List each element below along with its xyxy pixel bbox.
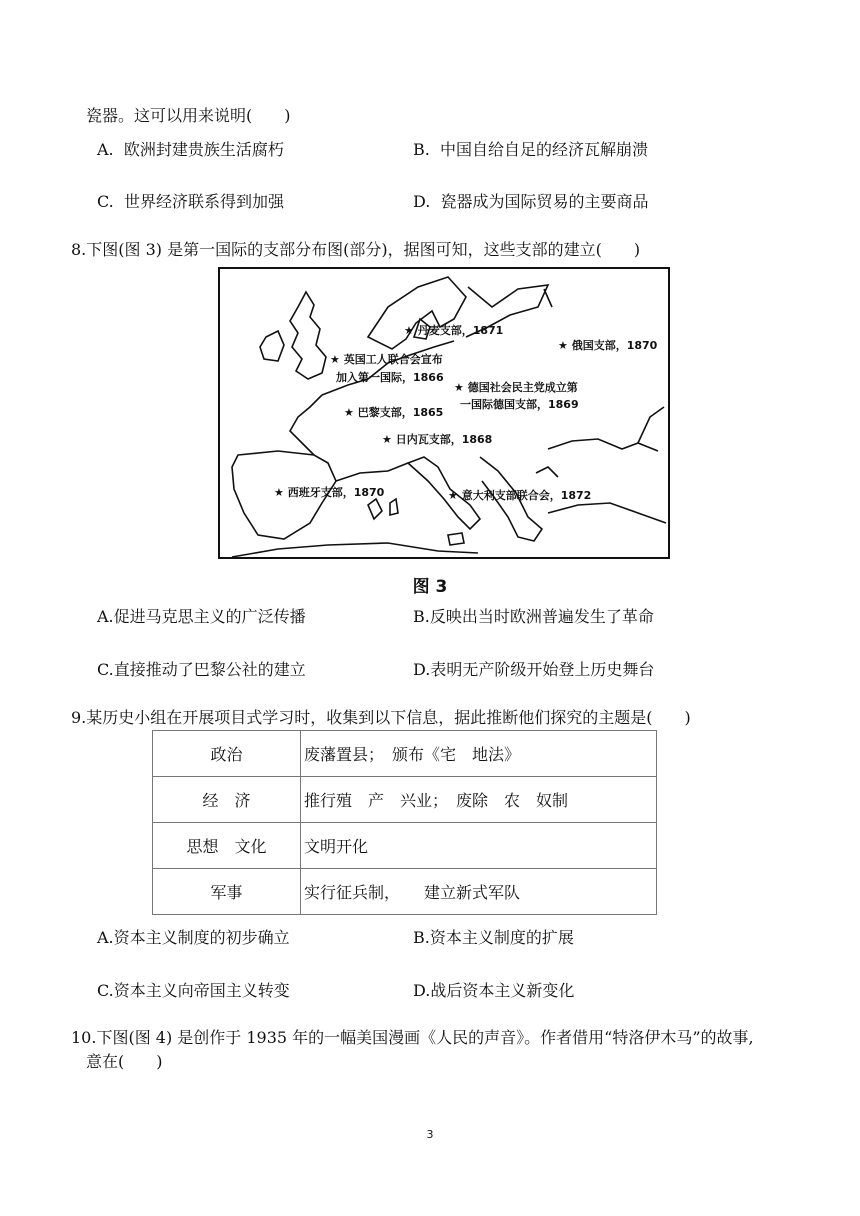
- first-international-map: [218, 267, 670, 559]
- map-label-britain-1: ★ 英国工人联合会宣布: [330, 353, 443, 366]
- q10-stem-line1: 10.下图(图 4) 是创作于 1935 年的一幅美国漫画《人民的声音》。作者借用“特洛伊木马”的故事,: [71, 1028, 754, 1047]
- table-row: [153, 823, 657, 869]
- map-label-paris: ★ 巴黎支部，1865: [344, 406, 444, 419]
- table-value: 推行殖 产 兴业； 废除 农 奴制: [301, 777, 657, 823]
- q7-option-b[interactable]: [413, 140, 648, 160]
- option-text: 世界经济联系得到加强: [123, 192, 284, 211]
- table-row: [153, 777, 657, 823]
- table-value: 文明开化: [301, 823, 657, 869]
- option-label: A.: [97, 140, 114, 159]
- q9-stem: 9.某历史小组在开展项目式学习时，收集到以下信息，据此推断他们探究的主题是( ): [71, 708, 691, 727]
- map-label-germany-1: ★ 德国社会民主党成立第: [454, 381, 578, 394]
- q10-stem-line2: 意在( ): [86, 1052, 163, 1071]
- table-key: 思想 文化: [153, 823, 301, 869]
- option-text: 瓷器成为国际贸易的主要商品: [440, 192, 649, 211]
- q9-option-b[interactable]: B.资本主义制度的扩展: [413, 928, 574, 947]
- table-key: 政治: [153, 731, 301, 777]
- map-label-germany-2: 一国际德国支部，1869: [460, 398, 579, 411]
- map-label-britain-2: 加入第一国际，1866: [336, 371, 444, 384]
- map-label-russia: ★ 俄国支部，1870: [558, 339, 658, 352]
- q7-option-d[interactable]: [413, 192, 649, 212]
- map-frame: [219, 268, 669, 558]
- option-text: 欧洲封建贵族生活腐朽: [123, 140, 284, 159]
- q8-stem: 8.下图(图 3) 是第一国际的支部分布图(部分)，据图可知，这些支部的建立( ): [71, 240, 641, 259]
- q8-option-d[interactable]: D.表明无产阶级开始登上历史舞台: [413, 660, 655, 679]
- q9-option-a[interactable]: A.资本主义制度的初步确立: [97, 928, 290, 947]
- table-key: 经 济: [153, 777, 301, 823]
- table-value: 实行征兵制， 建立新式军队: [301, 869, 657, 915]
- q7-option-c[interactable]: [97, 192, 284, 212]
- q7-option-a[interactable]: [97, 140, 284, 160]
- q8-option-b[interactable]: B.反映出当时欧洲普遍发生了革命: [413, 607, 654, 626]
- q7-stem-tail: 瓷器。这可以用来说明( ): [86, 106, 291, 125]
- option-label: B.: [413, 140, 430, 159]
- option-label: D.: [413, 192, 431, 211]
- table-value: 废藩置县； 颁布《宅 地法》: [301, 731, 657, 777]
- option-text: 中国自给自足的经济瓦解崩溃: [440, 140, 649, 159]
- map-label-spain: ★ 西班牙支部，1870: [274, 486, 385, 499]
- q8-option-a[interactable]: A.促进马克思主义的广泛传播: [97, 607, 306, 626]
- map-label-denmark: ★ 丹麦支部，1871: [404, 324, 504, 337]
- q9-option-d[interactable]: D.战后资本主义新变化: [413, 981, 575, 1000]
- table-key: 军事: [153, 869, 301, 915]
- q9-info-table: [152, 730, 657, 915]
- q8-option-c[interactable]: C.直接推动了巴黎公社的建立: [97, 660, 306, 679]
- table-row: [153, 731, 657, 777]
- table-row: [153, 869, 657, 915]
- map-label-geneva: ★ 日内瓦支部，1868: [382, 433, 493, 446]
- page-number: 3: [426, 1128, 434, 1141]
- q9-option-c[interactable]: C.资本主义向帝国主义转变: [97, 981, 290, 1000]
- option-label: C.: [97, 192, 114, 211]
- figure-caption: 图 3: [412, 577, 448, 597]
- map-label-italy: ★ 意大利支部联合会，1872: [448, 489, 592, 502]
